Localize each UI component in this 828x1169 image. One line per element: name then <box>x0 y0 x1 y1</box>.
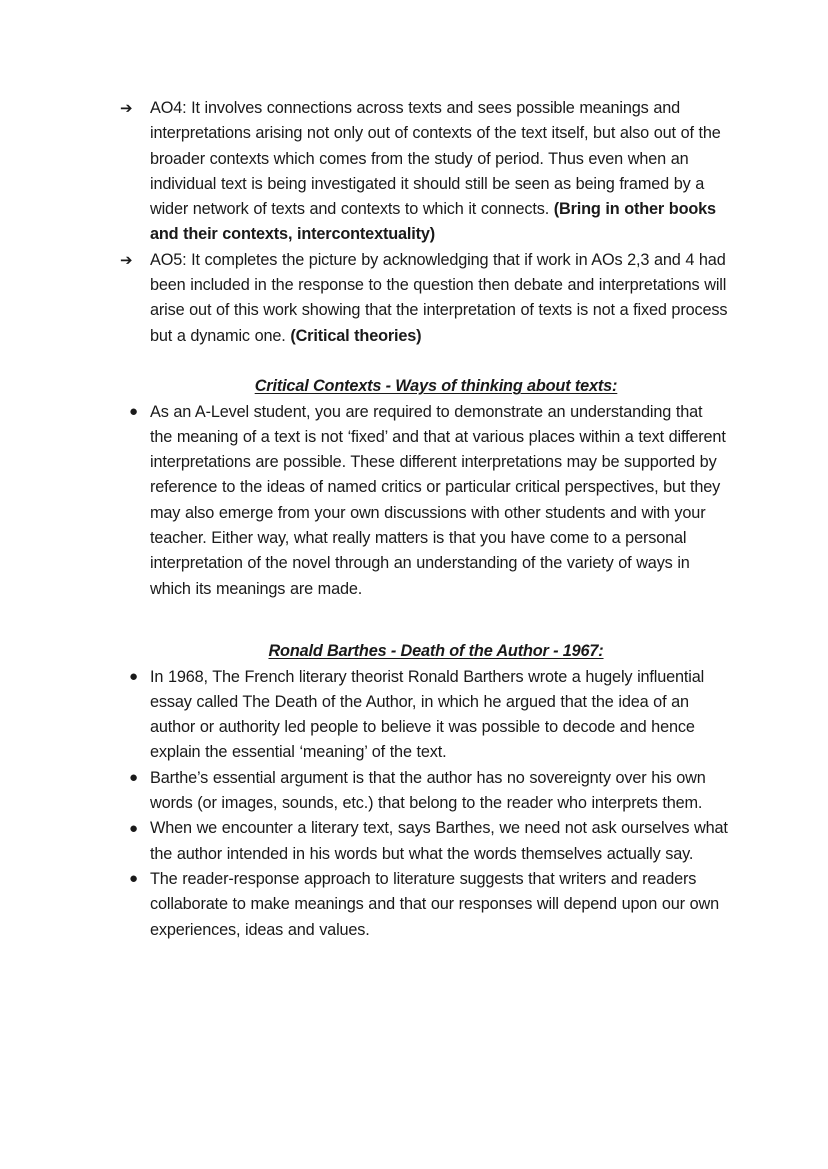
dot-bullet-icon: ● <box>129 668 138 686</box>
dot-bullet-icon: ● <box>129 819 138 837</box>
list-item-text: In 1968, The French literary theorist Ronald Barthers wrote a hugely influential essay called The Death of the Author, in which he argued that the idea of an author or authority led people to believe it was possible to decode and hence explain the essential ‘meaning’ of the text. <box>150 667 705 762</box>
list-item <box>120 867 728 943</box>
list-item-text: As an A-Level student, you are required to demonstrate an understanding that the meaning of a text is not ‘fixed’ and that at various places within a text different interpretations are possible. These different interpretations may be supported by reference to the ideas of named critics or particular critical perspectives, but they may also emerge from your own discussions with other students and with your teacher. Either way, what really matters is that you have come to a personal interpretation of the novel through an understanding of the variety of ways in which its meanings are made. <box>150 402 726 598</box>
ronald-barthes-list <box>120 665 728 943</box>
document-body <box>120 96 728 943</box>
section-gap <box>120 349 728 374</box>
list-item-text: The reader-response approach to literature suggests that writers and readers collaborate to make meanings and that our responses will depend upon our own experiences, ideas and values. <box>150 869 719 939</box>
list-item <box>120 665 728 766</box>
list-item <box>120 766 728 817</box>
arrow-bullet-icon: ➔ <box>120 99 133 117</box>
section-gap <box>120 602 728 627</box>
dot-bullet-icon: ● <box>129 769 138 787</box>
list-item <box>120 400 728 602</box>
list-item-emphasis: (Bring in other books and their contexts, intercontextuality) <box>150 200 716 244</box>
list-item <box>120 96 728 248</box>
section-gap <box>120 627 728 639</box>
list-item-text: Barthe’s essential argument is that the author has no sovereignty over his own words (or images, sounds, etc.) that belong to the reader who interprets them. <box>150 768 706 813</box>
section-heading-ronald-barthes: Ronald Barthes - Death of the Author - 1967: <box>268 642 604 661</box>
list-item <box>120 248 728 349</box>
list-item-text: When we encounter a literary text, says Barthes, we need not ask ourselves what the author intended in his words but what the words themselves actually say. <box>150 819 728 863</box>
arrow-bullet-icon: ➔ <box>120 250 133 269</box>
critical-contexts-list <box>120 400 728 602</box>
list-item-emphasis: (Critical theories) <box>290 326 422 345</box>
assessment-objectives-list <box>120 96 728 349</box>
list-item-text: AO4: It involves connections across texts and sees possible meanings and interpretations arising not only out of contexts of the text itself, but also out of the broader contexts which comes from the study of period. Thus even when an individual text is being investigated it should still be seen as being framed by a wider network of texts and contexts to which it connects. <box>150 99 721 219</box>
section-heading-critical-contexts: Critical Contexts - Ways of thinking about texts: <box>254 377 618 396</box>
list-item-text: AO5: It completes the picture by acknowledging that if work in AOs 2,3 and 4 had been included in the response to the question then debate and interpretations will arise out of this work showing that the interpretation of texts is not a fixed process but a dynamic one. <box>150 250 728 345</box>
list-item <box>120 816 728 867</box>
dot-bullet-icon: ● <box>129 403 138 421</box>
dot-bullet-icon: ● <box>129 870 138 888</box>
